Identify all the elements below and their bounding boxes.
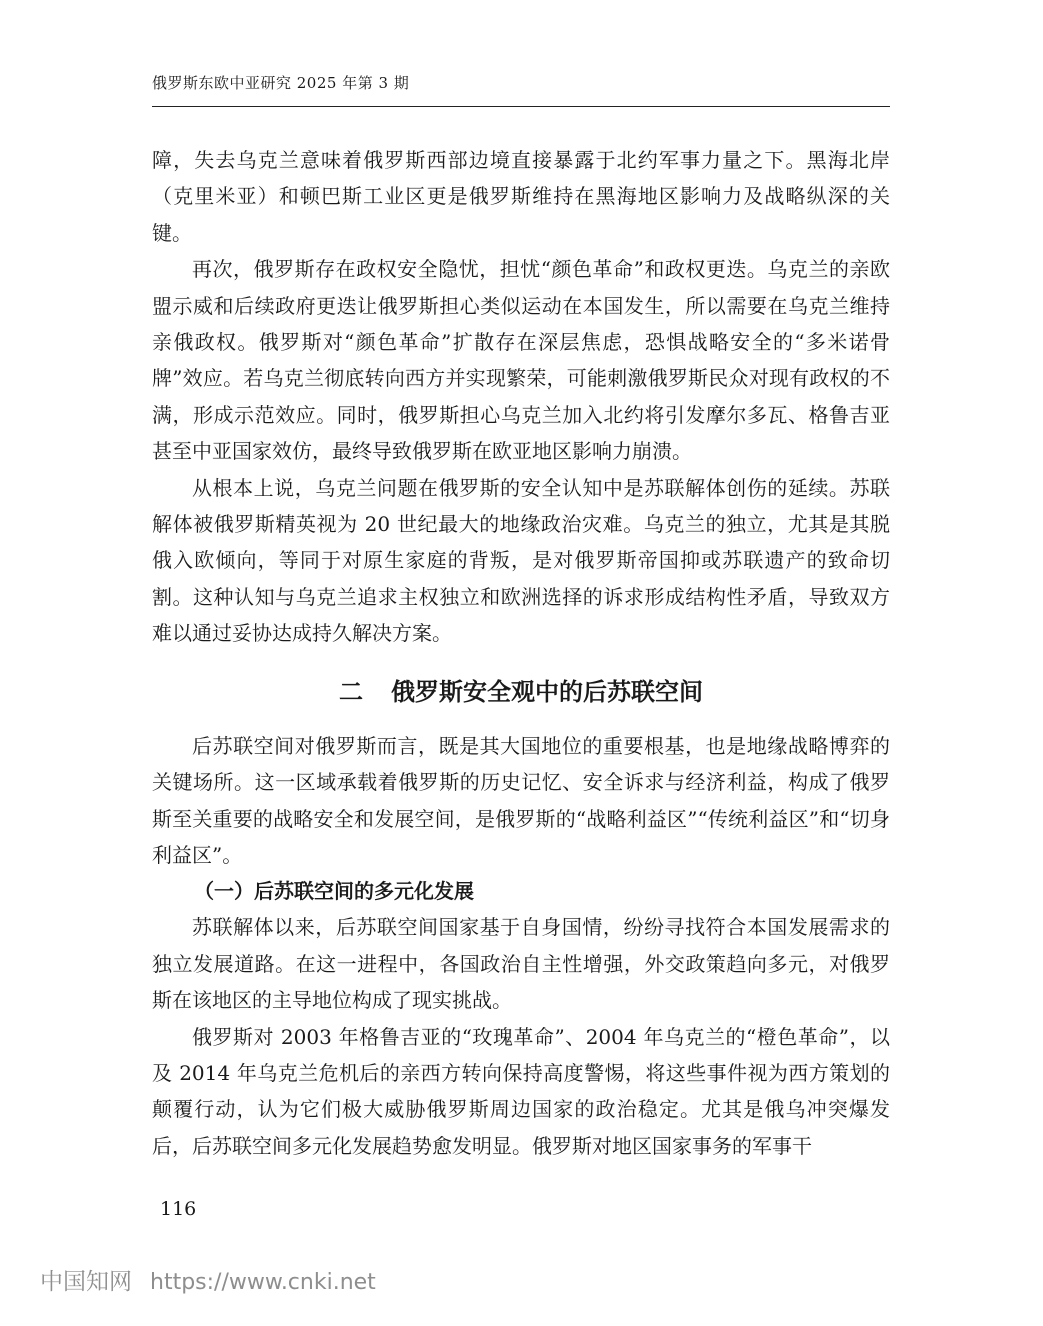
body-paragraph: 障，失去乌克兰意味着俄罗斯西部边境直接暴露于北约军事力量之下。黑海北岸（克里米亚）和顿巴斯工业区更是俄罗斯维持在黑海地区影响力及战略纵深的关键。 [152, 148, 890, 245]
body-paragraph: 后苏联空间对俄罗斯而言，既是其大国地位的重要根基，也是地缘战略博弈的关键场所。这一区域承载着俄罗斯的历史记忆、安全诉求与经济利益，构成了俄罗斯至关重要的战略安全和发展空间，是俄罗斯的“战略利益区”“传统利益区”和“切身利益区”。 [152, 733, 890, 867]
subsection-heading: （一）后苏联空间的多元化发展 [194, 879, 474, 904]
page-body [152, 142, 890, 1164]
running-header: 俄罗斯东欧中亚研究 2025 年第 3 期 [152, 74, 410, 92]
cnki-logo-text: 中国知网 [40, 1269, 132, 1295]
body-paragraph: 苏联解体以来，后苏联空间国家基于自身国情，纷纷寻找符合本国发展需求的独立发展道路。在这一进程中，各国政治自主性增强，外交政策趋向多元，对俄罗斯在该地区的主导地位构成了现实挑战。 [152, 915, 890, 1013]
section-number: 二 [339, 677, 363, 706]
body-paragraph: 俄罗斯对 2003 年格鲁吉亚的“玫瑰革命”、2004 年乌克兰的“橙色革命”，以及 2014 年乌克兰危机后的亲西方转向保持高度警惕，将这些事件视为西方策划的颠覆行动，认为它们极大威胁俄罗斯周边国家的政治稳定。尤其是俄乌冲突爆发后，后苏联空间多元化发展趋势愈发明显。俄罗斯对地区国家事务的军事干 [152, 1024, 890, 1158]
cnki-watermark [40, 1263, 376, 1296]
header-rule [152, 106, 890, 107]
body-paragraph: 再次，俄罗斯存在政权安全隐忧，担忧“颜色革命”和政权更迭。乌克兰的亲欧盟示威和后续政府更迭让俄罗斯担心类似运动在本国发生，所以需要在乌克兰维持亲俄政权。俄罗斯对“颜色革命”扩散存在深层焦虑，恐惧战略安全的“多米诺骨牌”效应。若乌克兰彻底转向西方并实现繁荣，可能刺激俄罗斯民众对现有政权的不满，形成示范效应。同时，俄罗斯担心乌克兰加入北约将引发摩尔多瓦、格鲁吉亚甚至中亚国家效仿，最终导致俄罗斯在欧亚地区影响力崩溃。 [152, 257, 890, 464]
page-number: 116 [160, 1198, 197, 1220]
cnki-url: https://www.cnki.net [150, 1270, 376, 1295]
body-paragraph: 从根本上说，乌克兰问题在俄罗斯的安全认知中是苏联解体创伤的延续。苏联解体被俄罗斯精英视为 20 世纪最大的地缘政治灾难。乌克兰的独立，尤其是其脱俄入欧倾向，等同于对原生家庭的背叛，是对俄罗斯帝国抑或苏联遗产的致命切割。这种认知与乌克兰追求主权独立和欧洲选择的诉求形成结构性矛盾，导致双方难以通过妥协达成持久解决方案。 [152, 475, 890, 646]
section-heading [152, 674, 890, 710]
section-title: 俄罗斯安全观中的后苏联空间 [391, 677, 703, 706]
